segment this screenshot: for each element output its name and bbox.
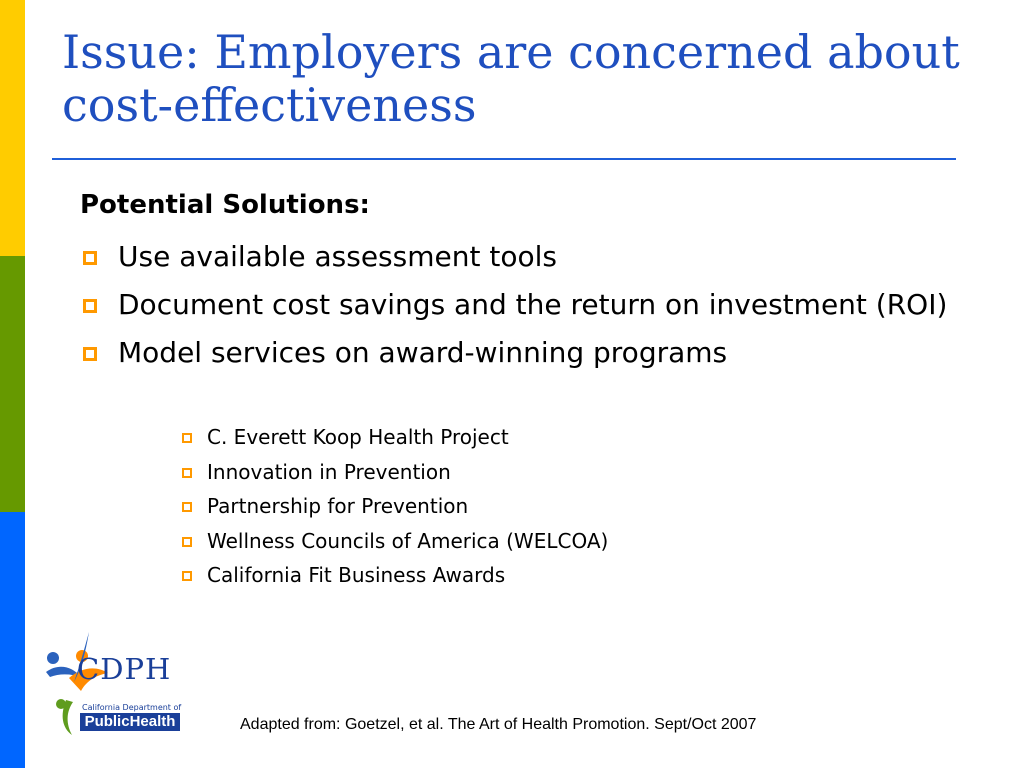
cdph-logo — [42, 630, 182, 748]
award-program-list — [182, 420, 608, 593]
orange-square-bullet-icon — [83, 347, 97, 361]
sidebar-green-segment — [0, 256, 25, 512]
cdph-logo-main-text: CDPH — [77, 652, 172, 686]
award-program-text: Wellness Councils of America (WELCOA) — [207, 528, 609, 553]
citation-text: Adapted from: Goetzel, et al. The Art of Health Promotion. Sept/Oct 2007 — [240, 716, 757, 733]
solution-item — [80, 286, 960, 324]
small-orange-square-bullet-icon — [182, 571, 192, 581]
small-orange-square-bullet-icon — [182, 468, 192, 478]
solution-item — [80, 334, 960, 372]
award-program-text: California Fit Business Awards — [207, 563, 506, 587]
sidebar-color-bar — [0, 0, 25, 768]
sidebar-blue-segment — [0, 512, 25, 768]
sidebar-yellow-segment — [0, 0, 25, 256]
solution-text: Use available assessment tools — [118, 240, 557, 273]
small-orange-square-bullet-icon — [182, 433, 192, 443]
small-orange-square-bullet-icon — [182, 537, 192, 547]
award-program-text: Partnership for Prevention — [207, 494, 469, 518]
orange-square-bullet-icon — [83, 251, 97, 265]
award-program-item — [182, 524, 608, 559]
slide-title-line-1: Issue: Employers are concerned about — [62, 25, 960, 79]
solution-list — [80, 238, 960, 382]
award-program-text: C. Everett Koop Health Project — [207, 425, 509, 449]
award-program-item — [182, 558, 608, 593]
slide-title-line-2: cost-effectiveness — [62, 78, 477, 132]
small-orange-square-bullet-icon — [182, 502, 192, 512]
award-program-text: Innovation in Prevention — [207, 459, 451, 484]
cdph-logo-small-text: California Department of — [82, 703, 182, 712]
award-program-item — [182, 420, 608, 455]
award-program-item — [182, 455, 608, 490]
potential-solutions-heading: Potential Solutions: — [80, 190, 370, 220]
solution-text: Document cost savings and the return on investment (ROI) — [118, 288, 948, 321]
slide-title — [62, 26, 962, 132]
orange-square-bullet-icon — [83, 299, 97, 313]
solution-text: Model services on award-winning programs — [118, 336, 728, 369]
cdph-logo-public-health: PublicHealth — [80, 713, 180, 731]
award-program-item — [182, 489, 608, 524]
solution-item — [80, 238, 960, 276]
title-divider — [52, 158, 956, 160]
